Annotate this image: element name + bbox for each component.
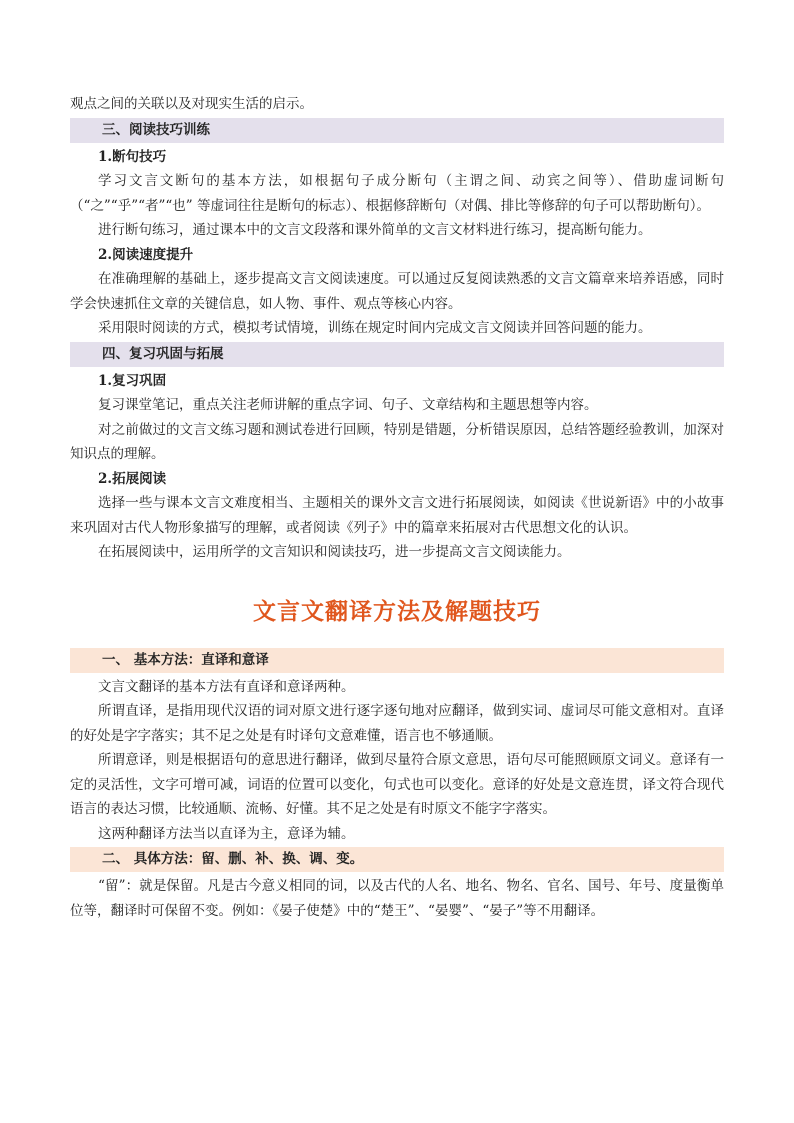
paragraph: 采用限时阅读的方式，模拟考试情境，训练在规定时间内完成文言文阅读并回答问题的能力。 bbox=[98, 320, 652, 336]
paragraph: 进行断句练习，通过课本中的文言文段落和课外简单的文言文材料进行练习，提高断句能力。 bbox=[98, 222, 652, 238]
paragraph: 所谓直译，是指用现代汉语的词对原文进行逐字逐句地对应翻译，做到实词、虚词尽可能文意相对。直译的好处是字字落实；其不足之处是有时译句文意难懂，语言也不够通顺。 bbox=[70, 703, 724, 744]
paragraph: 选择一些与课本文言文难度相当、主题相关的课外文言文进行拓展阅读，如阅读《世说新语》中的小故事来巩固对古代人物形象描写的理解，或者阅读《列子》中的篇章来拓展对古代思想文化的认识。 bbox=[70, 495, 724, 536]
paragraph: 对之前做过的文言文练习题和测试卷进行回顾，特别是错题，分析错误原因，总结答题经验教训，加深对知识点的理解。 bbox=[70, 421, 724, 462]
subheading-reading-speed: 2.阅读速度提升 bbox=[98, 246, 194, 263]
paragraph: 这两种翻译方法当以直译为主，意译为辅。 bbox=[98, 825, 355, 842]
paragraph: “留”：就是保留。凡是古今意义相同的词，以及古代的人名、地名、物名、官名、国号、年号、度量衡单位等，翻译时可保留不变。例如：《晏子使楚》中的“楚王”、“晏婴”、“晏子”等不用翻译。 bbox=[70, 878, 724, 919]
subheading-extended-reading: 2.拓展阅读 bbox=[98, 470, 167, 487]
paragraph: 复习课堂笔记，重点关注老师讲解的重点字词、句子、文章结构和主题思想等内容。 bbox=[98, 397, 598, 413]
continuation-paragraph: 观点之间的关联以及对现实生活的启示。 bbox=[70, 96, 313, 112]
section-heading-specific-methods: 二、 具体方法：留、删、补、换、调、变。 bbox=[70, 847, 724, 872]
paragraph: 在准确理解的基础上，逐步提高文言文阅读速度。可以通过反复阅读熟悉的文言文篇章来培养语感，同时学会快速抓住文章的关键信息，如人物、事件、观点等核心内容。 bbox=[70, 271, 724, 312]
paragraph: 学习文言文断句的基本方法，如根据句子成分断句（主谓之间、动宾之间等）、借助虚词断句（“之”“乎”“者”“也” 等虚词往往是断句的标志）、根据修辞断句（对偶、排比等修辞的句子可以帮助断句）。 bbox=[70, 173, 724, 214]
section-heading-basic-methods: 一、 基本方法：直译和意译 bbox=[70, 648, 724, 673]
subheading-review: 1.复习巩固 bbox=[98, 372, 167, 389]
section-heading-review-expand: 四、复习巩固与拓展 bbox=[70, 342, 724, 367]
paragraph: 文言文翻译的基本方法有直译和意译两种。 bbox=[98, 678, 355, 695]
subheading-sentence-breaking: 1.断句技巧 bbox=[98, 148, 167, 165]
paragraph: 在拓展阅读中，运用所学的文言知识和阅读技巧，进一步提高文言文阅读能力。 bbox=[98, 544, 571, 560]
document-page bbox=[70, 92, 724, 923]
document-title: 文言文翻译方法及解题技巧 bbox=[253, 597, 541, 625]
paragraph: 所谓意译，则是根据语句的意思进行翻译，做到尽量符合原文意思，语句尽可能照顾原文词义。意译有一定的灵活性，文字可增可减，词语的位置可以变化，句式也可以变化。意译的好处是文意连贯，译文符合现代语言的表达习惯，比较通顺、流畅、好懂。其不足之处是有时原文不能字字落实。 bbox=[70, 752, 724, 817]
section-heading-reading-skills: 三、阅读技巧训练 bbox=[70, 118, 724, 143]
